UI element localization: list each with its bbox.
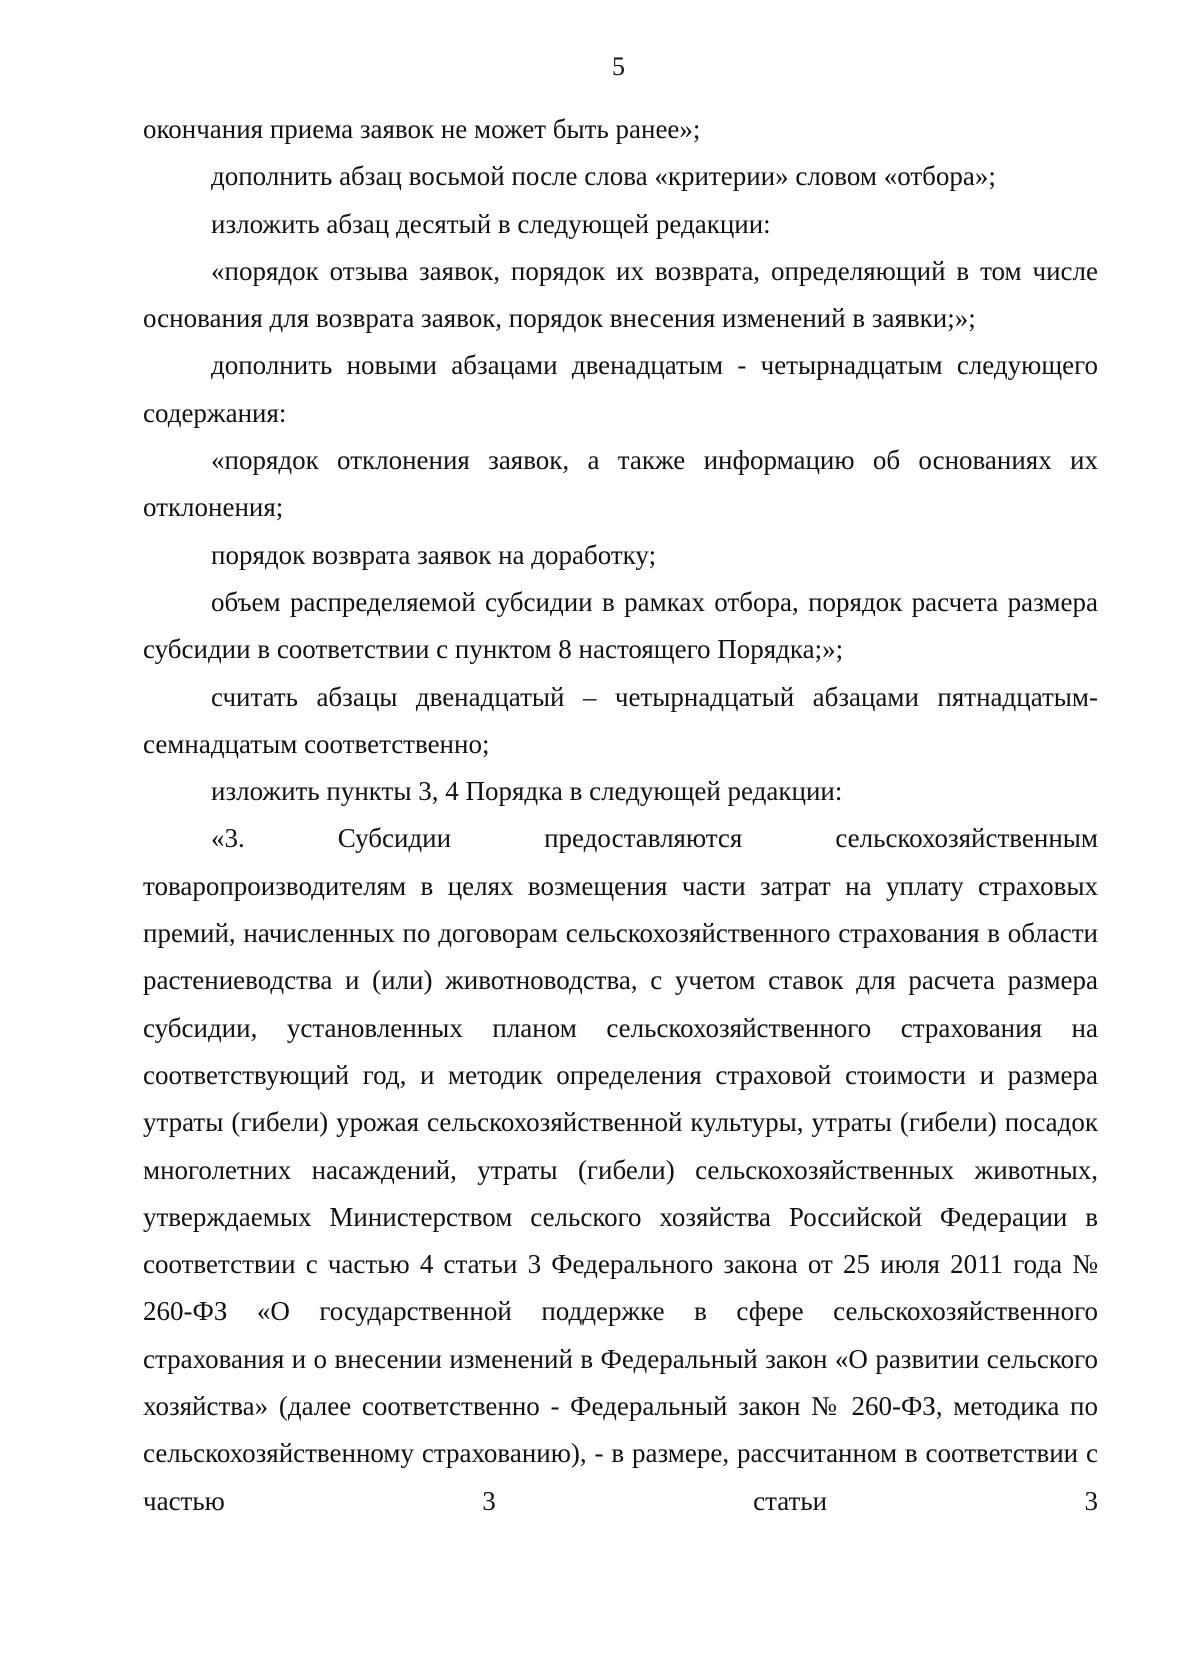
paragraph-subsidy-volume: объем распределяемой субсидии в рамках отбора, порядок расчета размера субсидии в соответствии с пунктом 8 настоящего Порядка;»; (143, 586, 1098, 665)
paragraph-rejection-order: «порядок отклонения заявок, а также информацию об основаниях их отклонения; (143, 445, 1098, 523)
paragraph-amend-8: дополнить абзац восьмой после слова «критерии» словом «отбора»; (211, 161, 996, 192)
paragraph-withdrawal-order: «порядок отзыва заявок, порядок их возврата, определяющий в том числе основания для возврата заявок, порядок внесения изменений в заявки;»; (143, 255, 1098, 334)
page-number: 5 (612, 52, 625, 81)
paragraph-renumber: считать абзацы двенадцатый – четырнадцатый абзацами пятнадцатым-семнадцатым соответственно; (143, 681, 1098, 759)
paragraph-return-order: порядок возврата заявок на доработку; (211, 539, 657, 570)
paragraph-items-3-4-intro: изложить пункты 3, 4 Порядка в следующей редакции: (211, 776, 843, 807)
paragraph-amend-10-intro: изложить абзац десятый в следующей редакции: (211, 208, 771, 239)
paragraph-continuation: окончания приема заявок не может быть ранее»; (143, 114, 701, 144)
document-body (143, 106, 1098, 1525)
paragraph-add-12-14: дополнить новыми абзацами двенадцатым - четырнадцатым следующего содержания: (143, 350, 1098, 428)
paragraph-item-3: «3. Субсидии предоставляются сельскохозяйственным товаропроизводителям в целях возмещения части затрат на уплату страховых премий, начисленных по договорам сельскохозяйственного страхования в области растениеводства и (или) животноводства, с учетом ставок для расчета размера субсидии, установленных планом сельскохозяйственного страхования на соответствующий год, и методик определения страховой стоимости и размера утраты (гибели) урожая сельскохозяйственной культуры, утраты (гибели) посадок многолетних насаждений, утраты (гибели) сельскохозяйственных животных, утверждаемых Министерством сельского хозяйства Российской Федерации в соответствии с частью 4 статьи 3 Федерального закона от 25 июля 2011 года № 260-ФЗ «О государственной поддержке в сфере сельскохозяйственного страхования и о внесении изменений в Федеральный закон «О развитии сельского хозяйства» (далее соответственно - Федеральный закон № 260-ФЗ, методика по сельскохозяйственному страхованию), - в размере, рассчитанном в соответствии с частью 3 статьи 3 (143, 823, 1098, 1516)
